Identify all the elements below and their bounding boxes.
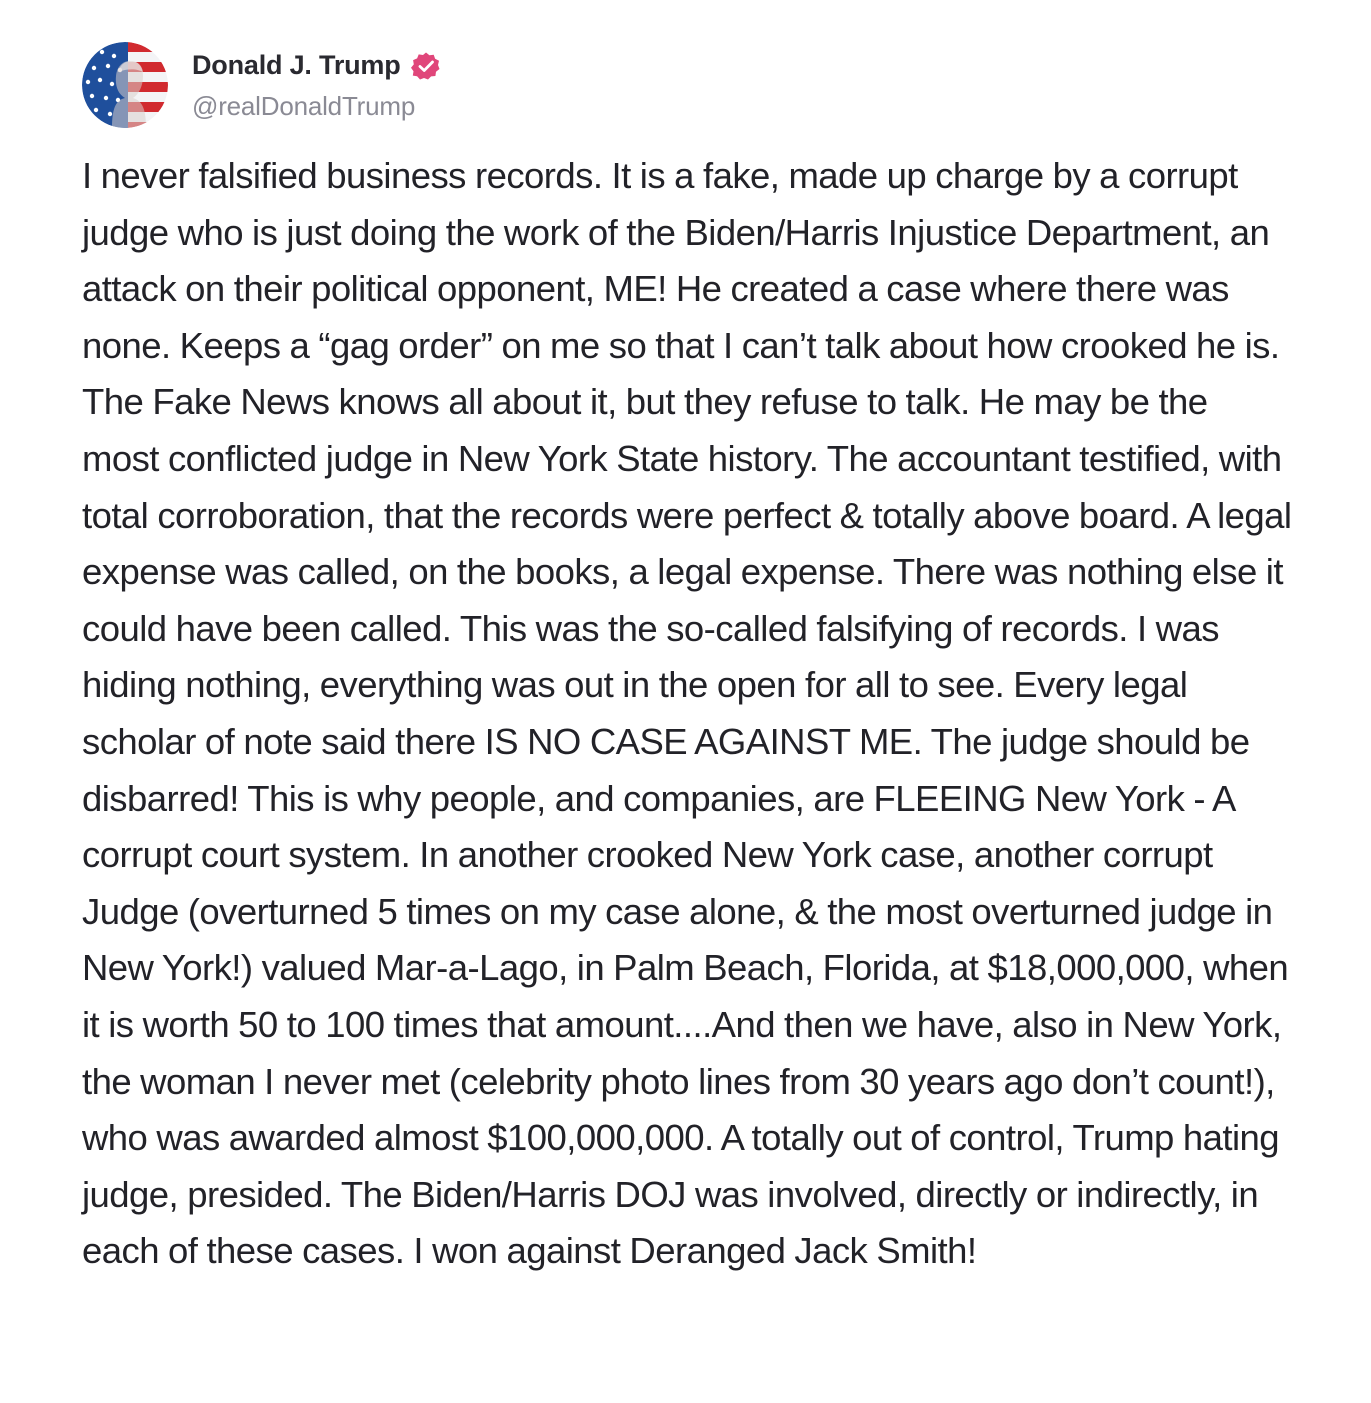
- post-header: [82, 42, 441, 128]
- flag-portrait-avatar-icon: [82, 42, 168, 128]
- author-display-name[interactable]: Donald J. Trump: [192, 50, 401, 80]
- author-identity: [192, 49, 441, 122]
- author-handle[interactable]: @realDonaldTrump: [192, 90, 416, 121]
- verified-badge-icon: [411, 51, 441, 81]
- post-body-text: I never falsified business records. It is a fake, made up charge by a corrupt judge who is just doing the work of the Biden/Harris Injustice Department, an attack on their political opponent, ME! He created a case where there was none. Keeps a “gag order” on me so that I can’t talk about how crooked he is. The Fake News knows all about it, but they refuse to talk. He may be the most conflicted judge in New York State history. The accountant testified, with total corroboration, that the records were perfect & totally above board. A legal expense was called, on the books, a legal expense. There was nothing else it could have been called. This was the so-called falsifying of records. I was hiding nothing, everything was out in the open for all to see. Every legal scholar of note said there IS NO CASE AGAINST ME. The judge should be disbarred! This is why people, and companies, are FLEEING New York - A corrupt court system. In another crooked New York case, another corrupt Judge (overturned 5 times on my case alone, & the most overturned judge in New York!) valued Mar-a-Lago, in Palm Beach, Florida, at $18,000,000, when it is worth 50 to 100 times that amount....And then we have, also in New York, the woman I never met (celebrity photo lines from 30 years ago don’t count!), who was awarded almost $100,000,000. A totally out of control, Trump hating judge, presided. The Biden/Harris DOJ was involved, directly or indirectly, in each of these cases. I won against Deranged Jack Smith!: [82, 155, 1292, 1272]
- author-name-row: [192, 49, 441, 83]
- avatar[interactable]: [82, 42, 168, 128]
